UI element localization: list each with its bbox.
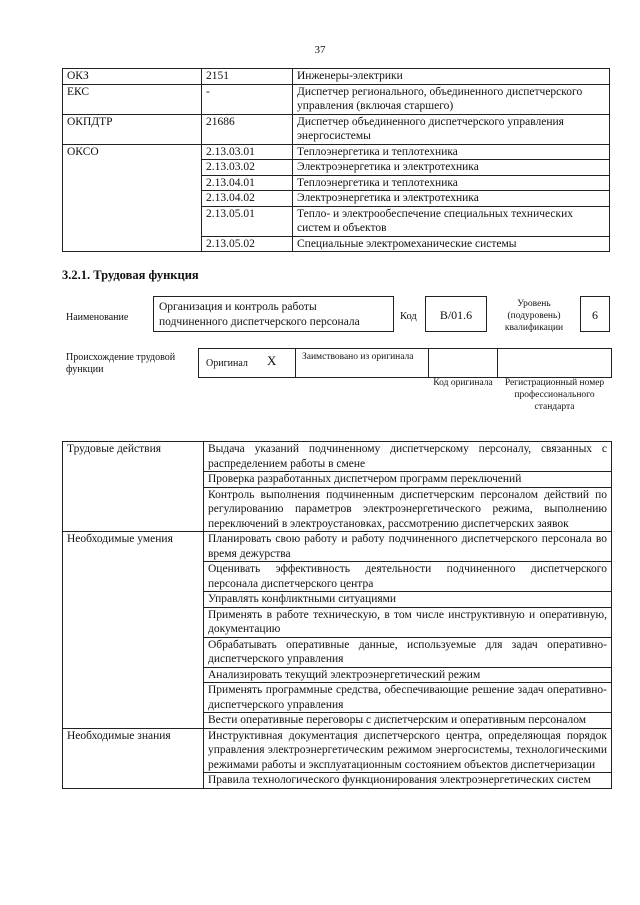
required-skills-item: Применять в работе техническую, в том числе инструктивную и оперативную, документацию xyxy=(204,607,612,637)
classification-code: 2.13.05.01 xyxy=(202,206,293,236)
level-label: Уровень (подуровень) квалификации xyxy=(504,299,564,333)
classification-code: 2.13.05.02 xyxy=(202,236,293,252)
labor-actions-item: Проверка разработанных диспетчером программ переключений xyxy=(204,472,612,488)
classification-title: Теплоэнергетика и теплотехника xyxy=(293,144,610,160)
classification-code: 2.13.03.02 xyxy=(202,160,293,176)
level-value: 6 xyxy=(592,308,598,322)
classification-name: ОКПДТР xyxy=(63,114,202,144)
classification-table xyxy=(62,68,610,252)
labor-actions-label: Трудовые действия xyxy=(63,442,204,532)
function-row xyxy=(63,728,612,773)
reg-number-cell xyxy=(497,348,612,378)
borrowed-cell xyxy=(295,348,429,378)
classification-title: Тепло- и электрообеспечение специальных технических систем и объектов xyxy=(293,206,610,236)
classification-row xyxy=(63,114,610,144)
original-label: Оригинал xyxy=(206,358,248,369)
function-details-table xyxy=(62,441,612,789)
required-skills-item: Применять программные средства, обеспечивающие решение задач оперативно-диспетчерского управления xyxy=(204,683,612,713)
labor-actions-item: Выдача указаний подчиненному диспетчерскому персоналу, связанных с распределением работы в смене xyxy=(204,442,612,472)
original-mark: X xyxy=(267,353,277,368)
classification-title: Диспетчер объединенного диспетчерского управления энергосистемы xyxy=(293,114,610,144)
code-label: Код xyxy=(400,311,417,322)
function-name: Организация и контроль работы подчиненного диспетчерского персонала xyxy=(159,301,360,328)
classification-code: 2.13.04.02 xyxy=(202,191,293,207)
classification-code: 2.13.03.01 xyxy=(202,144,293,160)
section-title: 3.2.1. Трудовая функция xyxy=(62,268,199,282)
required-skills-item: Оценивать эффективность деятельности подчиненного диспетчерского персонала диспетчерского центра xyxy=(204,562,612,592)
function-row xyxy=(63,532,612,562)
required-skills-item: Управлять конфликтными ситуациями xyxy=(204,592,612,608)
required-knowledge-item: Правила технологического функционирования электроэнергетических систем xyxy=(204,773,612,789)
original-code-label: Код оригинала xyxy=(433,378,493,388)
original-code-cell xyxy=(428,348,498,378)
classification-code: - xyxy=(202,84,293,114)
classification-row xyxy=(63,144,610,160)
classification-code: 2151 xyxy=(202,69,293,85)
page-number: 37 xyxy=(314,44,326,56)
classification-title: Теплоэнергетика и теплотехника xyxy=(293,175,610,191)
classification-row xyxy=(63,84,610,114)
required-knowledge-label: Необходимые знания xyxy=(63,728,204,788)
classification-row xyxy=(63,69,610,85)
function-code-box xyxy=(425,296,487,332)
reg-number-label: Регистрационный номер профессионального стандарта xyxy=(504,378,605,412)
level-box xyxy=(580,296,610,332)
function-code: B/01.6 xyxy=(439,308,473,322)
classification-title: Электроэнергетика и электротехника xyxy=(293,160,610,176)
required-skills-item: Обрабатывать оперативные данные, используемые для задач оперативно-диспетчерского управления xyxy=(204,637,612,667)
origin-label: Происхождение трудовой функции xyxy=(66,352,176,375)
required-skills-item: Планировать свою работу и работу подчиненного диспетчерского персонала во время дежурства xyxy=(204,532,612,562)
classification-code: 2.13.04.01 xyxy=(202,175,293,191)
required-skills-label: Необходимые умения xyxy=(63,532,204,729)
classification-title: Специальные электромеханические системы xyxy=(293,236,610,252)
function-row xyxy=(63,442,612,472)
classification-name: ОКСО xyxy=(63,144,202,252)
required-skills-item: Анализировать текущий электроэнергетический режим xyxy=(204,667,612,683)
classification-name: ОКЗ xyxy=(63,69,202,85)
labor-actions-item: Контроль выполнения подчиненным диспетчерским персоналом действий по регулированию параметров электроэнергетического режима, выполнению переключений в электроустановках, рассмотрению диспетчерских заявок xyxy=(204,487,612,532)
required-knowledge-item: Инструктивная документация диспетчерского центра, определяющая порядок управления электроэнергетическим режимом энергосистемы, технологическими режимами работы и эксплуатационным состоянием объектов диспетчеризации xyxy=(204,728,612,773)
original-cell xyxy=(198,348,296,378)
function-name-box xyxy=(153,296,394,332)
classification-name: ЕКС xyxy=(63,84,202,114)
name-label: Наименование xyxy=(66,312,129,323)
required-skills-item: Вести оперативные переговоры с диспетчерским и оперативным персоналом xyxy=(204,713,612,729)
classification-title: Диспетчер регионального, объединенного диспетчерского управления (включая старшего) xyxy=(293,84,610,114)
classification-title: Электроэнергетика и электротехника xyxy=(293,191,610,207)
classification-code: 21686 xyxy=(202,114,293,144)
classification-title: Инженеры-электрики xyxy=(293,69,610,85)
borrowed-label: Заимствовано из оригинала xyxy=(302,352,414,362)
